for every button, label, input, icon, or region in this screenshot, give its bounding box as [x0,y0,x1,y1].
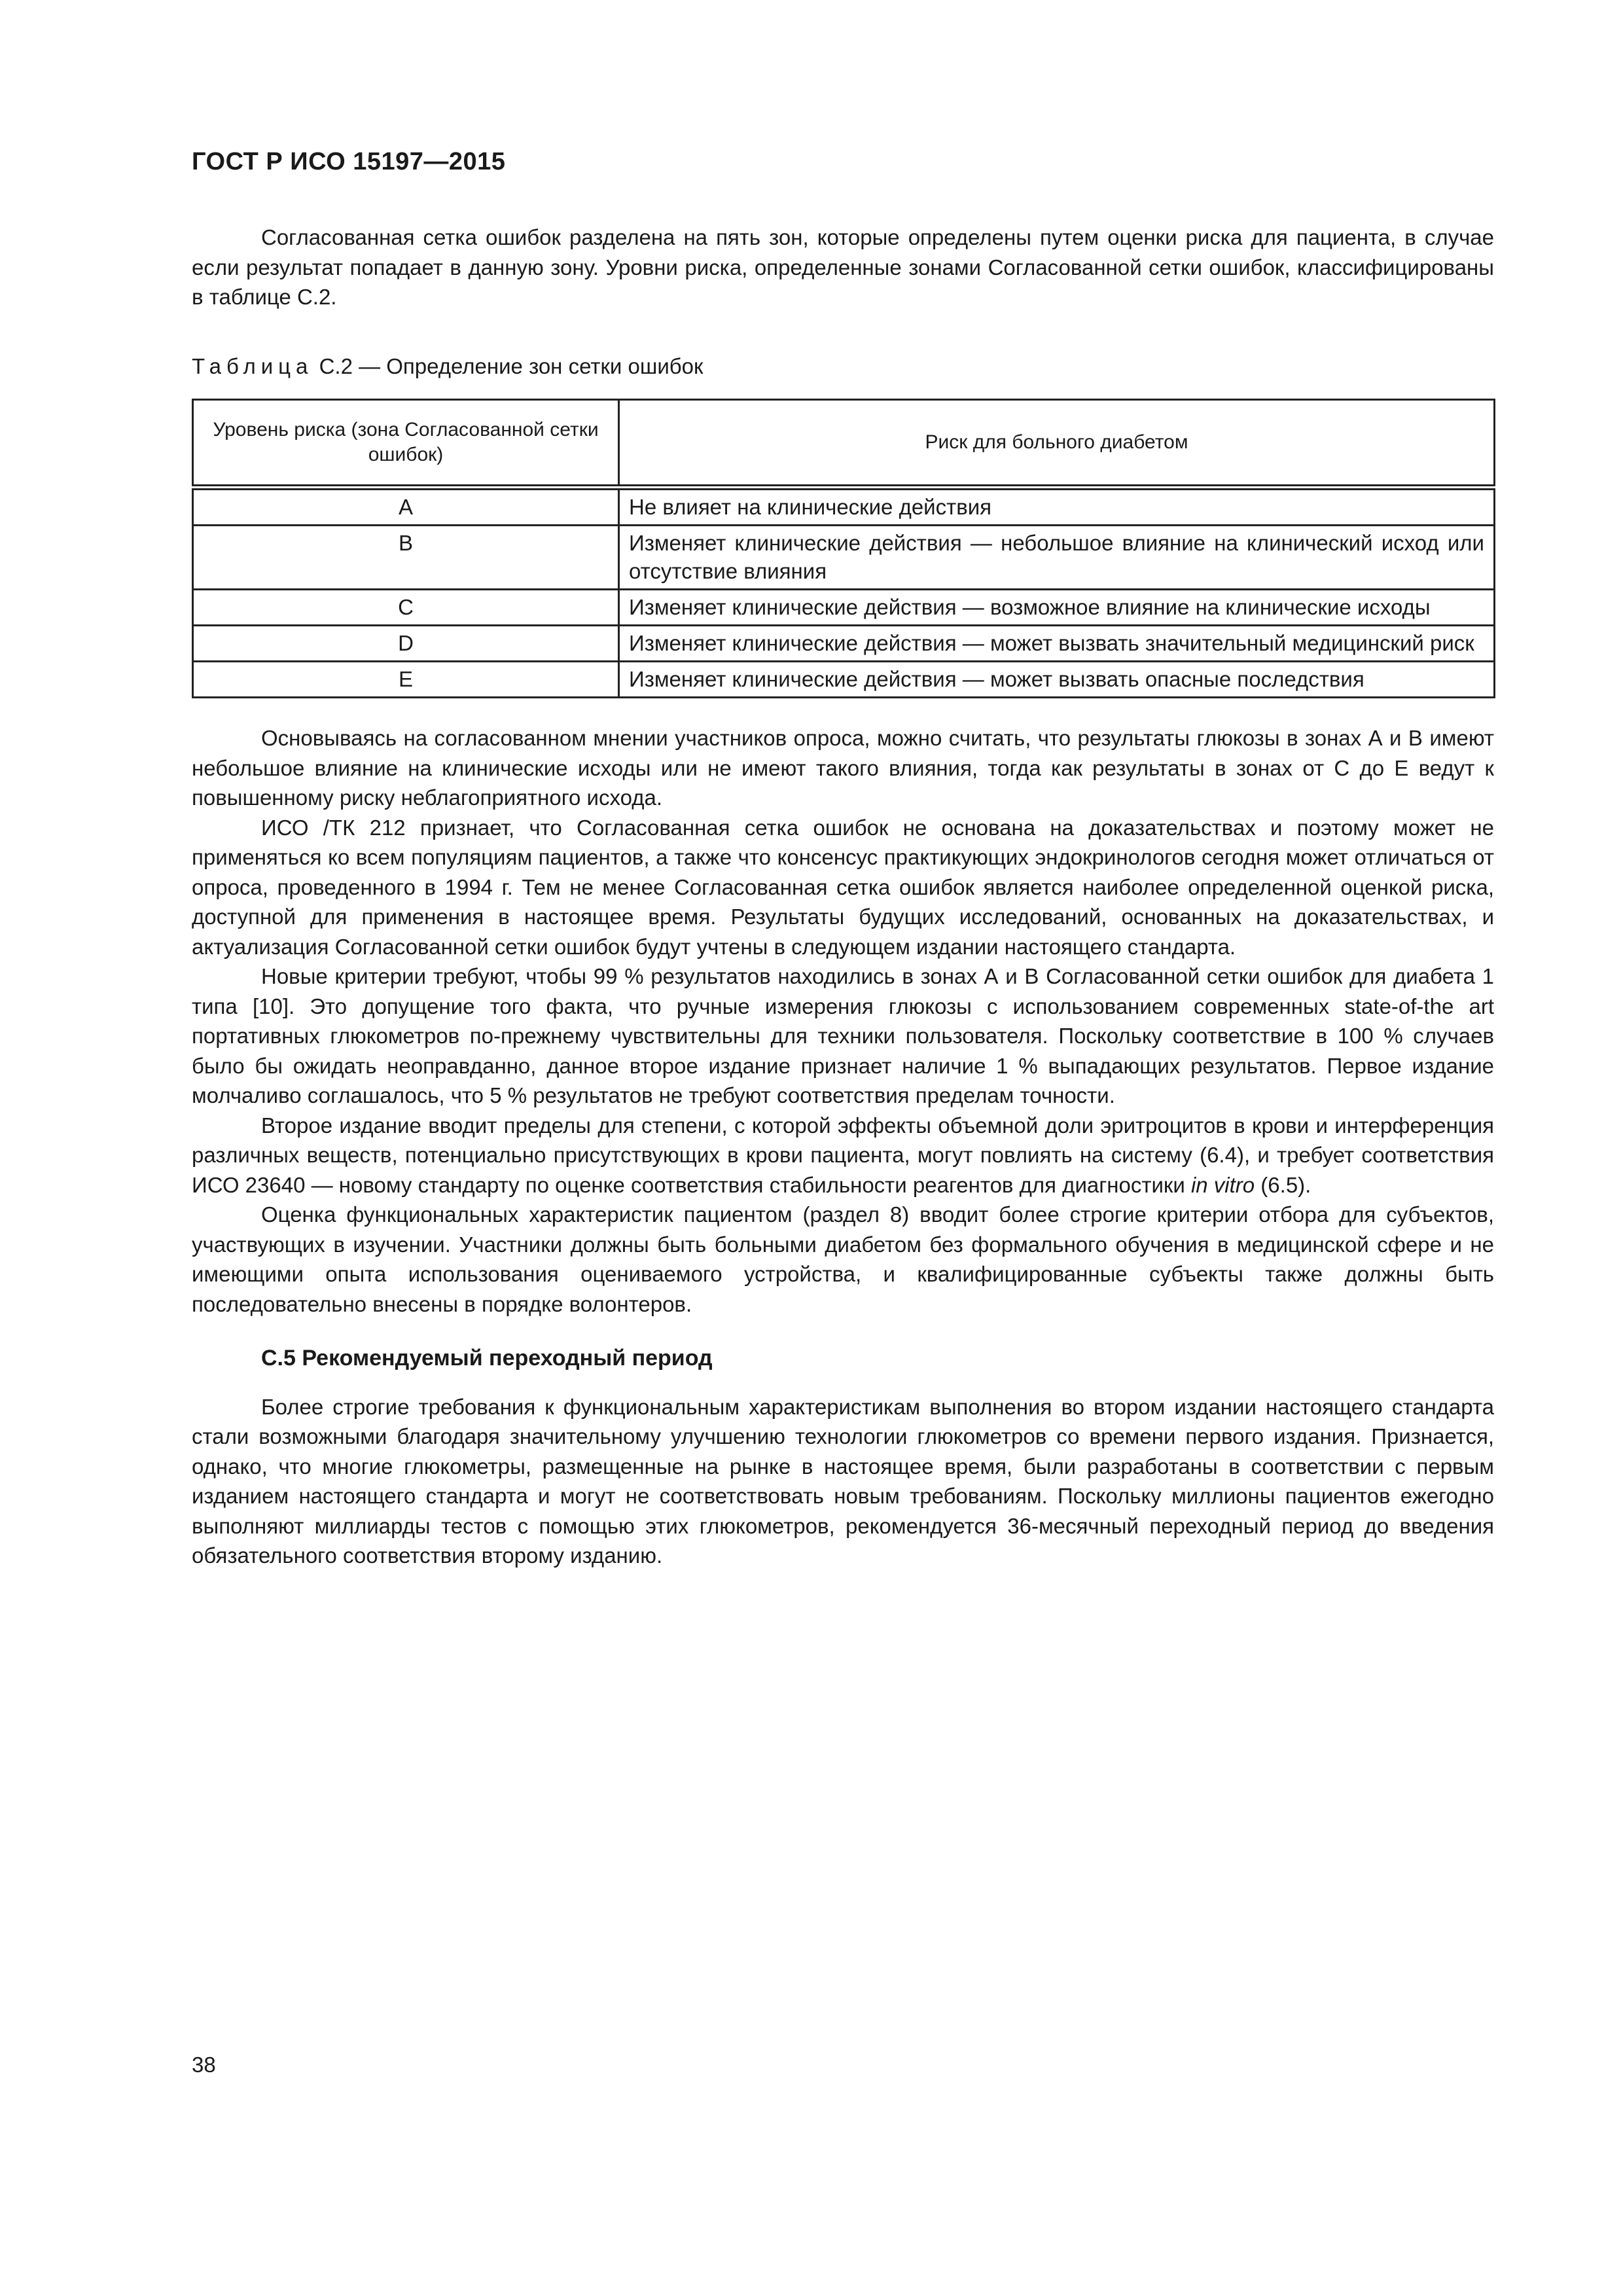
table-caption [192,351,1494,382]
zone-cell: A [193,488,619,526]
page-content [192,223,1494,1571]
section-heading: С.5 Рекомендуемый переходный период [261,1346,713,1371]
body-paragraph: ИСО /ТК 212 признает, что Согласованная сетка ошибок не основана на доказательствах и поэтому может не применяться ко всем популяциям пациентов, а также что консенсус практикующих эндокринологов сегодня может отличаться от опроса, проведенного в 1994 г. Тем не менее Согласованная сетка ошибок является наиболее определенной оценкой риска, доступной для применения в настоящее время. Результаты будущих исследований, основанных на доказательствах, и актуализация Согласованной сетки ошибок будут учтены в следующем издании настоящего стандарта. [192,815,1494,959]
page-number: 38 [192,2053,216,2077]
vitro-text-after: (6.5). [1255,1172,1311,1197]
column-header-risk-description: Риск для больного диабетом [619,400,1495,488]
table-header-row [193,400,1495,488]
risk-cell: Изменяет клинические действия — возможное влияние на клинические исходы [619,590,1495,626]
intro-paragraph: Согласованная сетка ошибок разделена на пять зон, которые определены путем оценки риска для пациента, в случае если результат попадает в данную зону. Уровни риска, определенные зонами Согласованной сетки ошибок, классифицированы в таблице С.2. [192,225,1494,309]
risk-zones-table [192,399,1495,698]
table-row [193,590,1495,626]
table-caption-text: С.2 — Определение зон сетки ошибок [319,353,704,378]
zone-cell: D [193,626,619,662]
zone-cell: C [193,590,619,626]
in-vitro-term: in vitro [1190,1172,1255,1197]
zone-cell: B [193,526,619,590]
table-caption-prefix: Таблица [192,353,313,378]
section-paragraph: Более строгие требования к функциональным характеристикам выполнения во втором издании настоящего стандарта стали возможными благодаря значительному улучшению технологии глюкометров со времени первого издания. Признается, однако, что многие глюкометры, размещенные на рынке в настоящее время, были разработаны в соответствии с первым изданием настоящего стандарта и могут не соответствовать новым требованиям. Поскольку миллионы пациентов ежегодно выполняют миллиарды тестов с помощью этих глюкометров, рекомендуется 36-месячный переходный период до введения обязательного соответствия второму изданию. [192,1394,1494,1568]
risk-cell: Изменяет клинические действия — может вызвать опасные последствия [619,662,1495,698]
table-row [193,488,1495,526]
body-paragraph: Основываясь на согласованном мнении участников опроса, можно считать, что результаты глюкозы в зонах А и В имеют небольшое влияние на клинические исходы или не имеют такого влияния, тогда как результаты в зонах от С до Е ведут к повышенному риску неблагоприятного исхода. [192,726,1494,810]
document-header: ГОСТ Р ИСО 15197—2015 [192,148,506,175]
risk-cell: Изменяет клинические действия — может вызвать значительный медицинский риск [619,626,1495,662]
zone-cell: E [193,662,619,698]
column-header-risk-level: Уровень риска (зона Согласованной сетки ошибок) [193,400,619,488]
risk-cell: Не влияет на клинические действия [619,488,1495,526]
table-row [193,626,1495,662]
table-row [193,526,1495,590]
body-paragraph [192,1111,1494,1200]
body-paragraph: Новые критерии требуют, чтобы 99 % результатов находились в зонах А и В Согласованной сетки ошибок для диабета 1 типа [10]. Это допущение того факта, что ручные измерения глюкозы с использованием современных state-of-the art портативных глюкометров по-прежнему чувствительны для техники пользователя. Поскольку соответствие в 100 % случаев было бы ожидать неоправданно, данное второе издание признает наличие 1 % выпадающих результатов. Первое издание молчаливо соглашалось, что 5 % результатов не требуют соответствия пределам точности. [192,964,1494,1107]
vitro-text-before: Второе издание вводит пределы для степени, с которой эффекты объемной доли эритроцитов в крови и интерференция различных веществ, потенциально присутствующих в крови пациента, могут повлиять на систему (6.4), и требует соответствия ИСО 23640 — новому стандарту по оценке соответствия стабильности реагентов для диагностики [192,1113,1494,1197]
body-paragraph: Оценка функциональных характеристик пациентом (раздел 8) вводит более строгие критерии отбора для субъектов, участвующих в изучении. Участники должны быть больными диабетом без формального обучения в медицинской сфере и не имеющими опыта использования оцениваемого устройства, и квалифицированные субъекты также должны быть последовательно внесены в порядке волонтеров. [192,1202,1494,1316]
risk-cell: Изменяет клинические действия — небольшое влияние на клинический исход или отсутствие влияния [619,526,1495,590]
table-row [193,662,1495,698]
